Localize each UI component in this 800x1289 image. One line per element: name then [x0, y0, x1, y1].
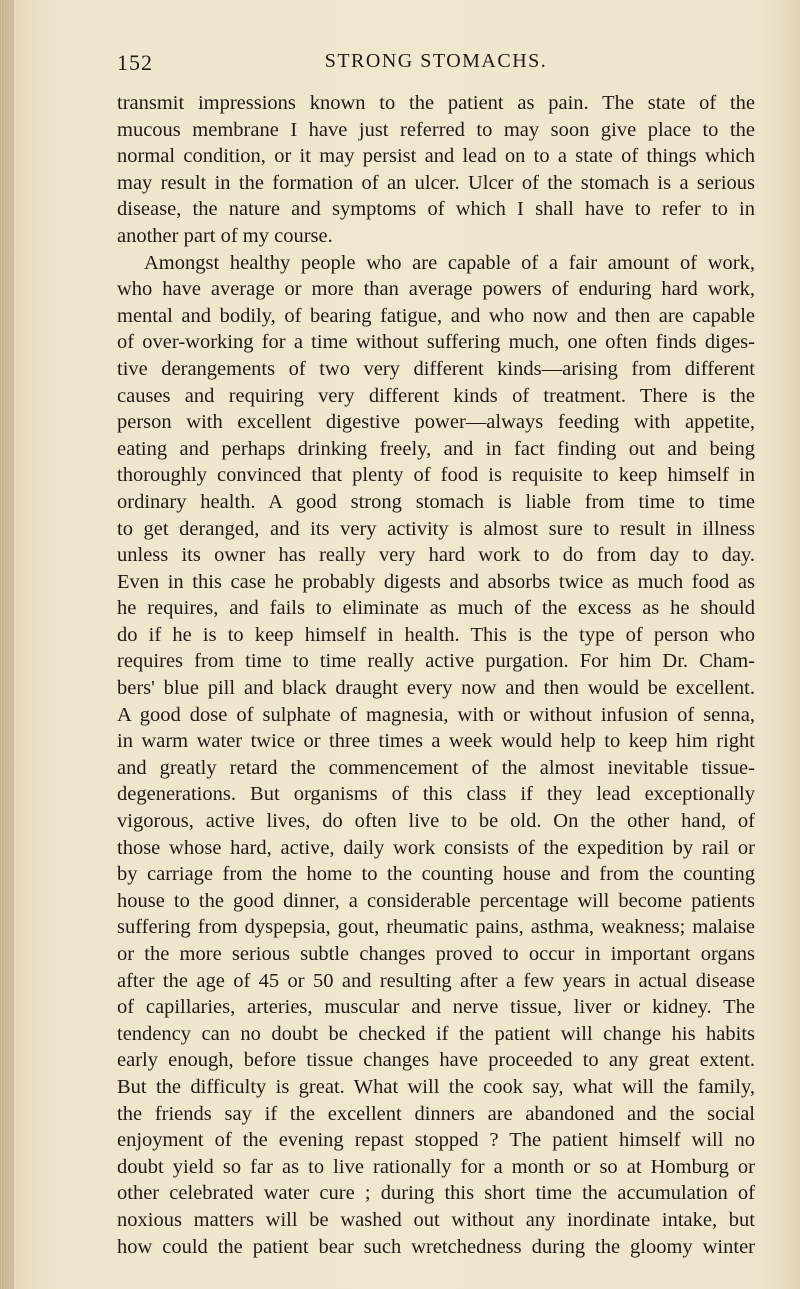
text-line: mental and bodily, of bearing fatigue, and who now and then are capable — [117, 304, 755, 327]
text-line: who have average or more than average powers of enduring hard work, — [117, 278, 755, 301]
text-line: transmit impressions known to the patient as pain. The state of the — [117, 92, 755, 114]
text-line: the friends say if the excellent dinners are abandoned and the social — [117, 1102, 755, 1125]
text-line: person with excellent digestive power—always feeding with appetite, — [117, 411, 755, 434]
text-line: of over-working for a time without suffering much, one often finds diges- — [117, 331, 755, 354]
text-line: eating and perhaps drinking freely, and in fact finding out and being — [117, 437, 755, 460]
text-line: do if he is to keep himself in health. This is the type of person who — [117, 623, 755, 646]
text-line: in warm water twice or three times a week would help to keep him right — [117, 730, 755, 753]
page-header — [117, 50, 755, 80]
text-line: mucous membrane I have just referred to may soon give place to the — [117, 118, 755, 141]
text-line: those whose hard, active, daily work consists of the expedition by rail or — [117, 836, 755, 859]
text-line: by carriage from the home to the counting house and from the counting — [117, 863, 755, 886]
paragraph-start-line: Amongst healthy people who are capable of a fair amount of work, — [144, 251, 755, 274]
text-line: to get deranged, and its very activity is almost sure to result in illness — [117, 517, 755, 540]
paragraph-end-line: another part of my course. — [117, 224, 333, 247]
text-line: enjoyment of the evening repast stopped ? The patient himself will no — [117, 1129, 755, 1152]
text-line: ordinary health. A good strong stomach is liable from time to time — [117, 490, 755, 513]
text-line: doubt yield so far as to live rationally for a month or so at Homburg or — [117, 1155, 755, 1178]
running-head: STRONG STOMACHS. — [324, 50, 548, 72]
text-line: or the more serious subtle changes proved to occur in important organs — [117, 943, 755, 965]
text-line: requires from time to time really active purgation. For him Dr. Cham- — [117, 650, 755, 673]
text-line: early enough, before tissue changes have proceeded to any great extent. — [117, 1049, 755, 1072]
text-line: noxious matters will be washed out without any inordinate intake, but — [117, 1208, 755, 1231]
text-line: degenerations. But organisms of this class if they lead exceptionally — [117, 783, 755, 806]
text-line: causes and requiring very different kinds of treatment. There is the — [117, 384, 755, 407]
text-line: disease, the nature and symptoms of which I shall have to refer to in — [117, 198, 755, 221]
text-line: normal condition, or it may persist and lead on to a state of things which — [117, 145, 755, 168]
text-line: house to the good dinner, a considerable percentage will become patients — [117, 889, 755, 912]
text-line: thoroughly convinced that plenty of food is requisite to keep himself in — [117, 464, 755, 487]
text-line: how could the patient bear such wretchedness during the gloomy winter — [117, 1235, 755, 1258]
text-line: Even in this case he probably digests and absorbs twice as much food as — [117, 570, 755, 593]
text-line: tive derangements of two very different kinds—arising from different — [117, 357, 755, 380]
text-line: may result in the formation of an ulcer. Ulcer of the stomach is a serious — [117, 171, 755, 194]
page-number: 152 — [117, 50, 153, 75]
text-line: vigorous, active lives, do often live to be old. On the other hand, of — [117, 810, 755, 833]
text-line: bers' blue pill and black draught every now and then would be excellent. — [117, 677, 755, 700]
text-line: after the age of 45 or 50 and resulting after a few years in actual disease — [117, 969, 755, 992]
page-binding-edge — [0, 0, 14, 1289]
text-line: tendency can no doubt be checked if the patient will change his habits — [117, 1022, 755, 1045]
text-line: of capillaries, arteries, muscular and nerve tissue, liver or kidney. The — [117, 996, 755, 1019]
text-line: A good dose of sulphate of magnesia, with or without infusion of senna, — [117, 703, 755, 726]
text-line: But the difficulty is great. What will the cook say, what will the family, — [117, 1075, 755, 1098]
text-line: he requires, and fails to eliminate as much of the excess as he should — [117, 597, 755, 620]
text-line: and greatly retard the commencement of the almost inevitable tissue- — [117, 756, 755, 779]
text-line: unless its owner has really very hard work to do from day to day. — [117, 544, 755, 567]
body-text — [117, 90, 755, 1260]
text-line: suffering from dyspepsia, gout, rheumatic pains, asthma, weakness; malaise — [117, 916, 755, 939]
text-line: other celebrated water cure ; during this short time the accumulation of — [117, 1182, 755, 1205]
